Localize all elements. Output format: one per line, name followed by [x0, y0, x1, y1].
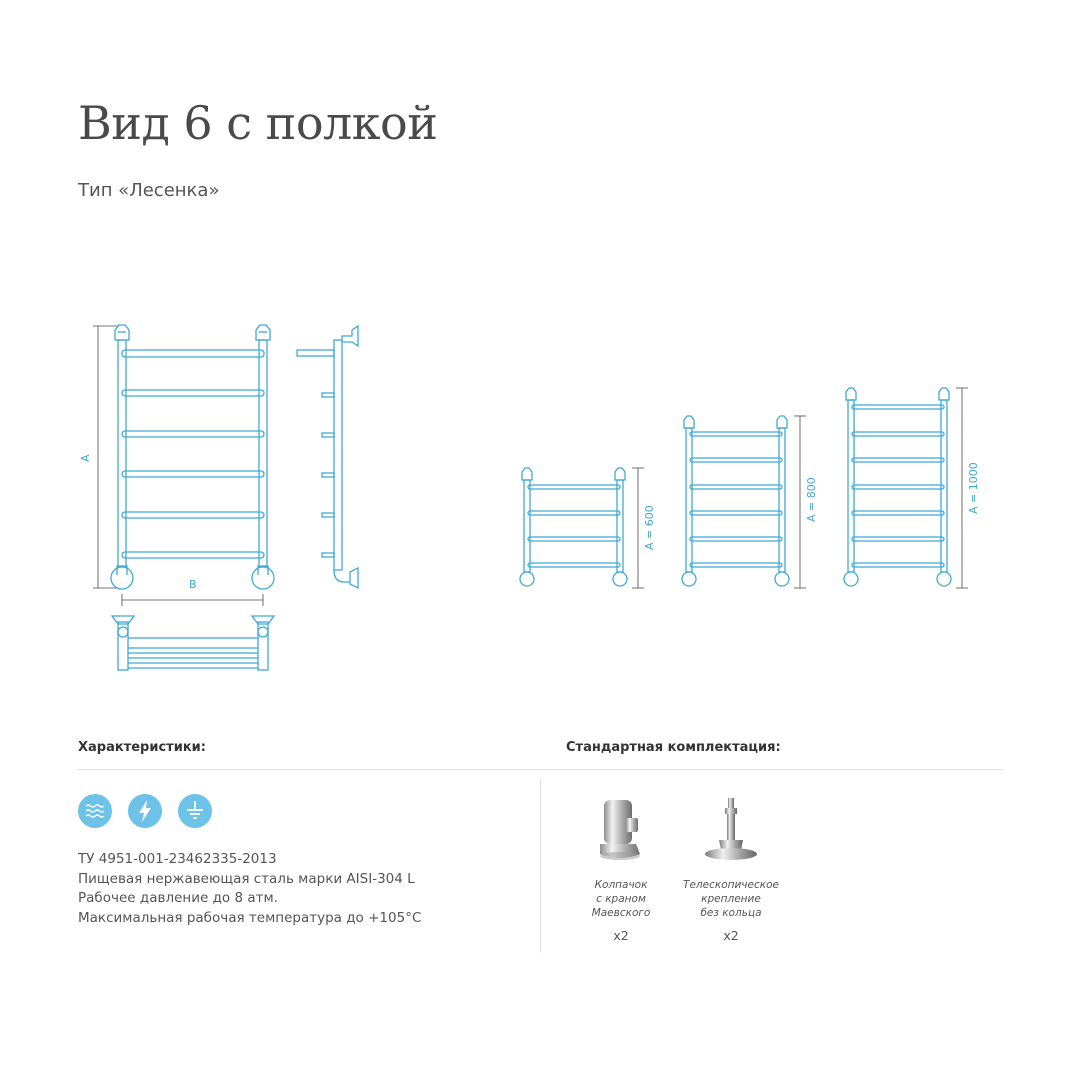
- water-waves-icon: [78, 794, 112, 828]
- kit-item-qty: x2: [723, 928, 739, 943]
- kit-item-caption: Колпачок с краном Маевского: [591, 879, 651, 919]
- telescopic-mount-icon: [701, 796, 761, 864]
- page-title: Вид 6 с полкой: [78, 96, 438, 150]
- characteristics-heading: Характеристики:: [78, 740, 206, 755]
- valve-cap-icon: [596, 796, 646, 864]
- specs-list: [78, 850, 421, 928]
- size-label-600: A = 600: [643, 505, 656, 550]
- column-divider: [540, 778, 541, 953]
- size-label-1000: A = 1000: [967, 462, 980, 514]
- size-variant-600: [520, 468, 656, 588]
- ground-icon: [178, 794, 212, 828]
- spec-line: Максимальная рабочая температура до +105°C: [78, 909, 422, 926]
- dimension-a-label: A: [79, 454, 92, 462]
- size-label-800: A = 800: [805, 477, 818, 522]
- front-view: [79, 325, 274, 606]
- kit-heading: Стандартная комплектация:: [566, 740, 781, 755]
- kit-item-telescopic-mount: [676, 792, 786, 943]
- spec-line: ТУ 4951-001-23462335-2013: [78, 851, 277, 867]
- kit-item-valve-cap: [566, 792, 676, 943]
- top-view: [112, 616, 274, 670]
- size-variant-800: [682, 416, 818, 588]
- kit-item-qty: x2: [613, 928, 629, 943]
- section-divider: [78, 769, 1003, 770]
- lightning-icon: [128, 794, 162, 828]
- kit-item-caption: Телескопическое крепление без кольца: [683, 879, 779, 919]
- size-variant-1000: [844, 388, 980, 588]
- dimension-b-label: B: [189, 578, 197, 591]
- feature-icons: [78, 794, 212, 828]
- page-subtitle: Тип «Лесенка»: [78, 180, 220, 201]
- side-view: [297, 326, 358, 588]
- spec-line: Пищевая нержавеющая сталь марки AISI-304 L: [78, 870, 415, 887]
- spec-line: Рабочее давление до 8 атм.: [78, 890, 278, 906]
